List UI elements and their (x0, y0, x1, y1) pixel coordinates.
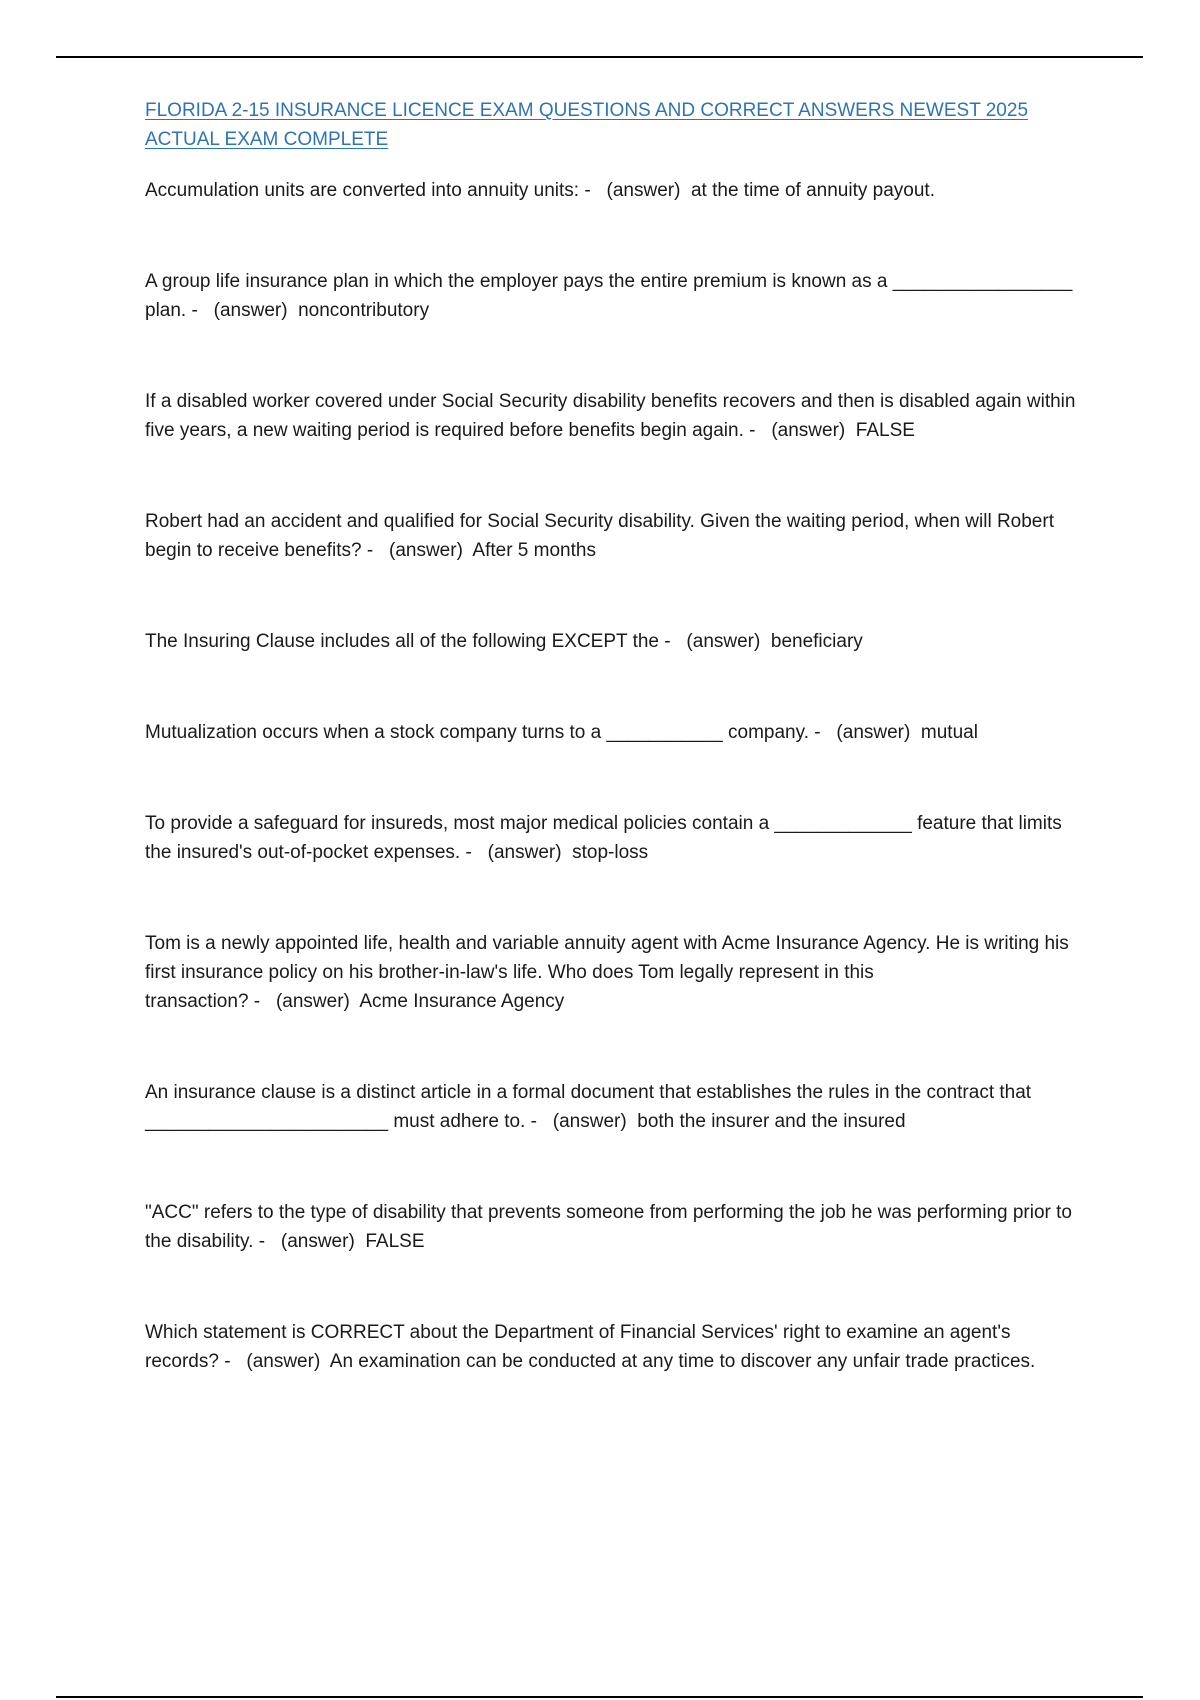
question-text: Accumulation units are converted into annuity units: (145, 180, 580, 201)
question-text: "ACC" refers to the type of disability that prevents someone from performing the job he was performing prior to the disability. (145, 1202, 1078, 1252)
answer-text: both the insurer and the insured (637, 1111, 906, 1132)
answer-text: After 5 months (472, 540, 596, 561)
question-text: Which statement is CORRECT about the Department of Financial Services' right to examine an agent's records? (145, 1322, 1016, 1372)
qa-item (145, 507, 1085, 565)
question-text: Tom is a newly appointed life, health and variable annuity agent with Acme Insurance Agency. He is writing his first insurance policy on his brother-in-law's life. Who does Tom legally represent in this transaction? (145, 933, 1075, 1012)
question-text: Mutualization occurs when a stock company turns to a ___________ company. (145, 722, 809, 743)
answer-text: Acme Insurance Agency (359, 991, 565, 1012)
answer-separator: - (answer) (808, 722, 921, 743)
qa-item (145, 176, 1085, 205)
qa-item (145, 1078, 1085, 1136)
answer-separator: - (answer) (186, 300, 299, 321)
document-body (145, 96, 1085, 1438)
qa-item (145, 627, 1085, 656)
document-title[interactable]: FLORIDA 2-15 INSURANCE LICENCE EXAM QUESTIONS AND CORRECT ANSWERS NEWEST 2025 ACTUAL EXAM COMPLETE (145, 100, 1029, 150)
answer-text: FALSE (855, 420, 915, 441)
question-text: To provide a safeguard for insureds, most major medical policies contain a _____________ feature that limits the insured's out-of-pocket expenses. (145, 813, 1068, 863)
qa-item (145, 1198, 1085, 1256)
top-rule (56, 56, 1143, 58)
qa-item (145, 1318, 1085, 1376)
qa-item (145, 809, 1085, 867)
question-text: A group life insurance plan in which the employer pays the entire premium is known as a _________________ plan. (145, 271, 1078, 321)
answer-text: mutual (920, 722, 978, 743)
answer-separator: - (answer) (248, 991, 360, 1012)
question-text: Robert had an accident and qualified for Social Security disability. Given the waiting period, when will Robert begin to receive benefits? (145, 511, 1060, 561)
answer-separator: - (answer) (253, 1231, 366, 1252)
qa-item (145, 929, 1085, 1016)
answer-separator: - (answer) (361, 540, 473, 561)
answer-text: beneficiary (770, 631, 863, 652)
question-text: The Insuring Clause includes all of the following EXCEPT the (145, 631, 659, 652)
answer-separator: - (answer) (525, 1111, 638, 1132)
answer-separator: - (answer) (460, 842, 573, 863)
answer-text: noncontributory (298, 300, 430, 321)
answer-separator: - (answer) (579, 180, 691, 201)
answer-text: An examination can be conducted at any time to discover any unfair trade practices. (329, 1351, 1036, 1372)
answer-text: at the time of annuity payout. (690, 180, 935, 201)
question-text: An insurance clause is a distinct article in a formal document that establishes the rules in the contract that _______________________ must adhere to. (145, 1082, 1037, 1132)
answer-separator: - (answer) (743, 420, 856, 441)
qa-item (145, 387, 1085, 445)
answer-text: FALSE (365, 1231, 425, 1252)
answer-separator: - (answer) (218, 1351, 330, 1372)
qa-item (145, 718, 1085, 747)
bottom-rule (56, 1696, 1143, 1698)
answer-separator: - (answer) (658, 631, 771, 652)
answer-text: stop-loss (572, 842, 649, 863)
qa-item (145, 267, 1085, 325)
question-text: If a disabled worker covered under Social Security disability benefits recovers and then is disabled again within five years, a new waiting period is required before benefits begin again. (145, 391, 1081, 441)
